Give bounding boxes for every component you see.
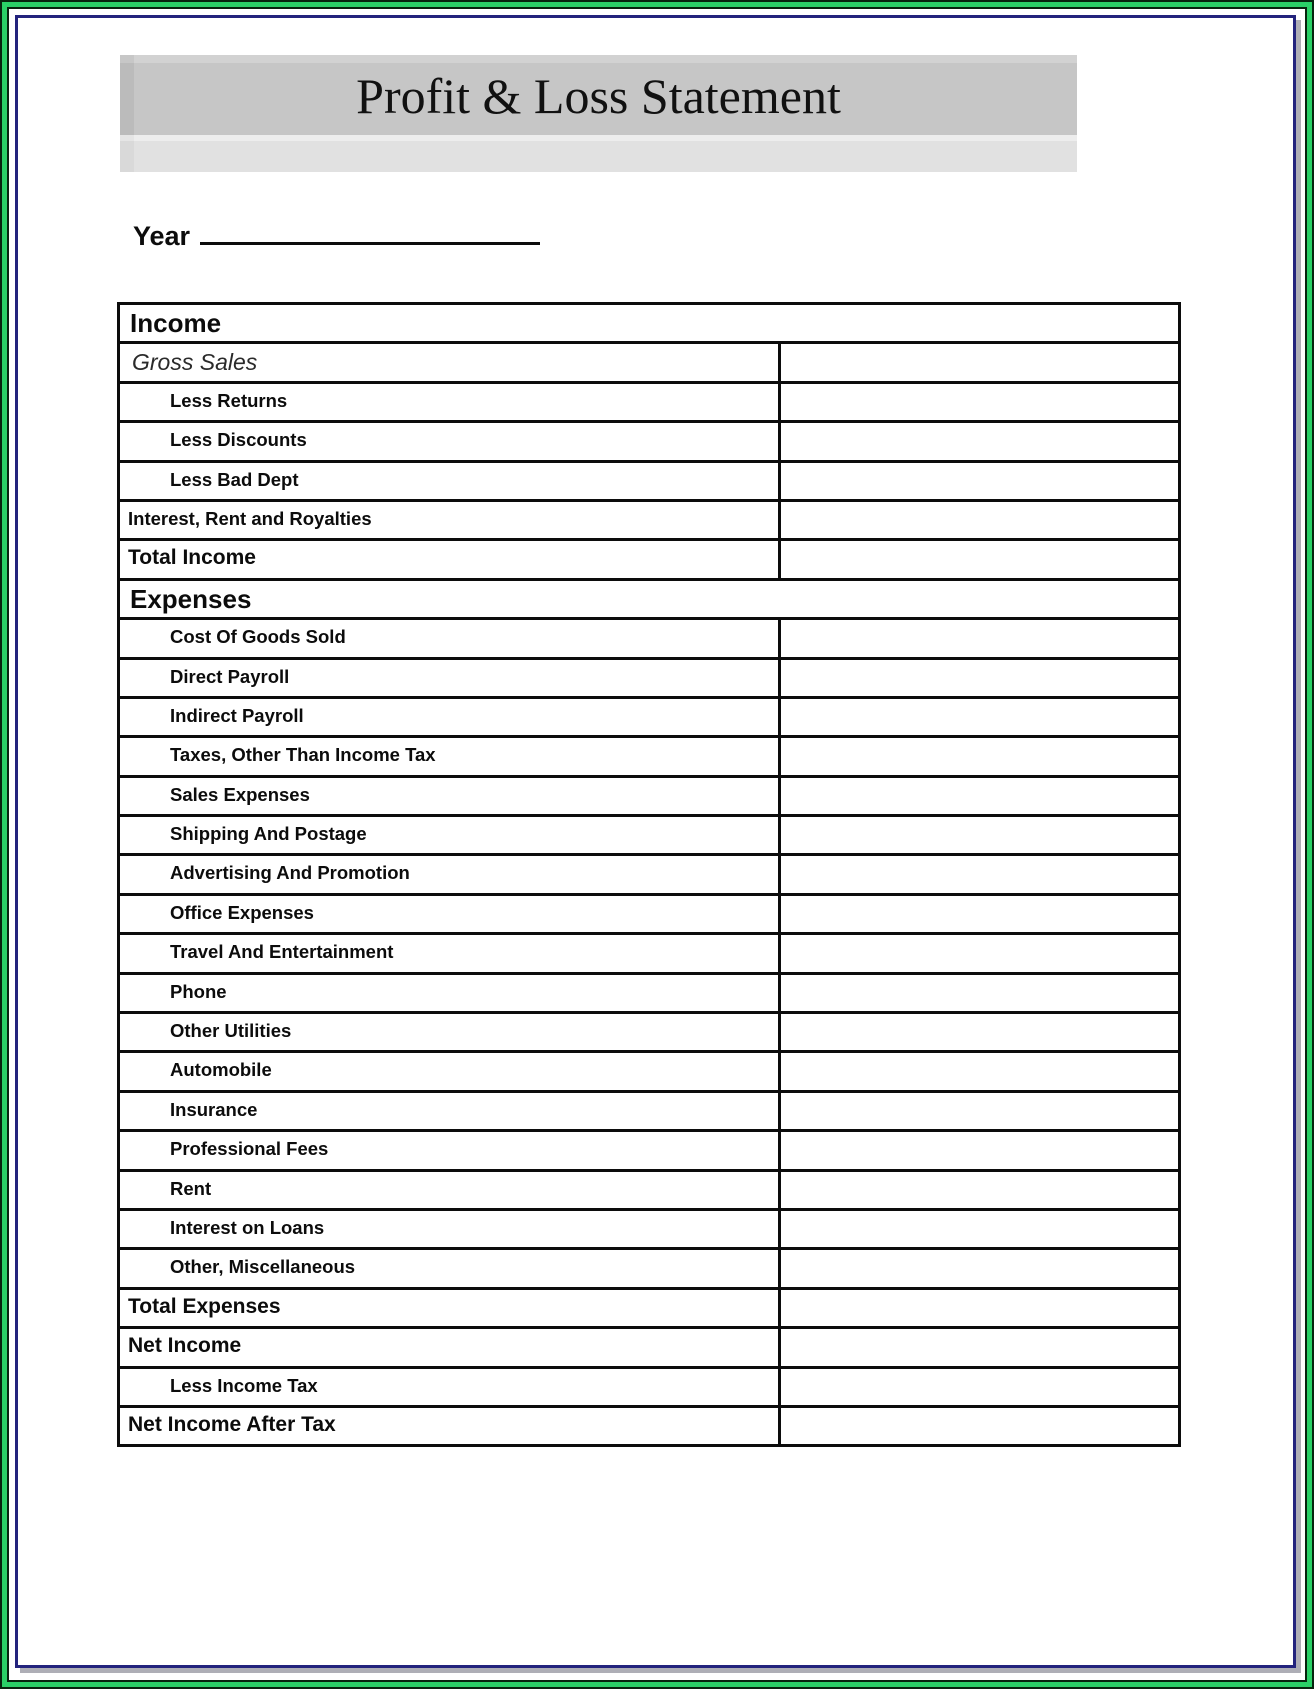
row-label: Advertising And Promotion bbox=[170, 862, 410, 884]
table-row-less-discounts bbox=[120, 423, 1178, 462]
row-label: Total Income bbox=[128, 546, 256, 570]
value-cell[interactable] bbox=[778, 975, 1178, 1011]
row-label: Total Expenses bbox=[128, 1294, 281, 1318]
row-label: Less Returns bbox=[170, 389, 288, 411]
value-cell[interactable] bbox=[778, 1329, 1178, 1365]
row-label-cell bbox=[120, 1053, 778, 1089]
row-label-cell bbox=[120, 738, 778, 774]
table-row-professional-fees bbox=[120, 1132, 1178, 1171]
row-label: Direct Payroll bbox=[170, 665, 290, 687]
row-label-cell bbox=[120, 1329, 778, 1365]
value-cell[interactable] bbox=[778, 344, 1178, 380]
row-label-cell bbox=[120, 344, 778, 380]
row-label-cell bbox=[120, 1369, 778, 1405]
value-cell[interactable] bbox=[778, 620, 1178, 656]
table-row-direct-payroll bbox=[120, 660, 1178, 699]
title-banner-main bbox=[120, 55, 1077, 135]
row-label-cell bbox=[120, 1211, 778, 1247]
value-cell[interactable] bbox=[778, 1211, 1178, 1247]
year-field bbox=[133, 214, 540, 252]
page-title: Profit & Loss Statement bbox=[356, 68, 841, 124]
row-label-cell bbox=[120, 699, 778, 735]
table-row-travel-and-entertainment bbox=[120, 935, 1178, 974]
table-row-sales-expenses bbox=[120, 778, 1178, 817]
value-cell[interactable] bbox=[778, 1093, 1178, 1129]
row-label-cell bbox=[120, 660, 778, 696]
table-row-income bbox=[120, 305, 1178, 344]
row-label-cell bbox=[120, 778, 778, 814]
row-label: Insurance bbox=[170, 1098, 258, 1120]
row-label: Shipping And Postage bbox=[170, 823, 367, 845]
value-cell[interactable] bbox=[778, 817, 1178, 853]
row-label-cell bbox=[120, 581, 1178, 617]
value-cell[interactable] bbox=[778, 1369, 1178, 1405]
row-label: Office Expenses bbox=[170, 901, 314, 923]
table-row-total-expenses bbox=[120, 1290, 1178, 1329]
table-row-interest-rent-and-royalties bbox=[120, 502, 1178, 541]
row-label-cell bbox=[120, 1132, 778, 1168]
row-label-cell bbox=[120, 384, 778, 420]
row-label-cell bbox=[120, 856, 778, 892]
table-row-indirect-payroll bbox=[120, 699, 1178, 738]
row-label: Sales Expenses bbox=[170, 783, 310, 805]
row-label: Other, Miscellaneous bbox=[170, 1256, 356, 1278]
statement-table bbox=[117, 302, 1181, 1447]
row-label-cell bbox=[120, 463, 778, 499]
row-label: Less Income Tax bbox=[170, 1374, 318, 1396]
row-label-cell bbox=[120, 1408, 778, 1444]
row-label-cell bbox=[120, 502, 778, 538]
row-label: Indirect Payroll bbox=[170, 704, 304, 726]
row-label: Travel And Entertainment bbox=[170, 941, 394, 963]
row-label-cell bbox=[120, 620, 778, 656]
row-label-cell bbox=[120, 1093, 778, 1129]
table-row-less-returns bbox=[120, 384, 1178, 423]
table-row-taxes-other-than-income-tax bbox=[120, 738, 1178, 777]
table-row-automobile bbox=[120, 1053, 1178, 1092]
row-label: Interest, Rent and Royalties bbox=[128, 507, 372, 529]
value-cell[interactable] bbox=[778, 935, 1178, 971]
value-cell[interactable] bbox=[778, 1172, 1178, 1208]
table-row-cost-of-goods-sold bbox=[120, 620, 1178, 659]
table-row-other-utilities bbox=[120, 1014, 1178, 1053]
value-cell[interactable] bbox=[778, 738, 1178, 774]
table-row-other-miscellaneous bbox=[120, 1250, 1178, 1289]
value-cell[interactable] bbox=[778, 1290, 1178, 1326]
row-label: Phone bbox=[170, 980, 227, 1002]
row-label-cell bbox=[120, 1290, 778, 1326]
row-label: Less Bad Dept bbox=[170, 468, 299, 490]
row-label-cell bbox=[120, 896, 778, 932]
value-cell[interactable] bbox=[778, 1250, 1178, 1286]
value-cell[interactable] bbox=[778, 1408, 1178, 1444]
row-label-cell bbox=[120, 423, 778, 459]
row-label-cell bbox=[120, 1014, 778, 1050]
row-label: Net Income After Tax bbox=[128, 1412, 336, 1436]
table-row-less-bad-dept bbox=[120, 463, 1178, 502]
table-row-less-income-tax bbox=[120, 1369, 1178, 1408]
value-cell[interactable] bbox=[778, 463, 1178, 499]
year-label: Year bbox=[133, 221, 191, 251]
table-row-advertising-and-promotion bbox=[120, 856, 1178, 895]
value-cell[interactable] bbox=[778, 384, 1178, 420]
row-label: Income bbox=[130, 308, 222, 338]
table-row-expenses bbox=[120, 581, 1178, 620]
table-row-total-income bbox=[120, 541, 1178, 580]
row-label-cell bbox=[120, 935, 778, 971]
table-row-insurance bbox=[120, 1093, 1178, 1132]
table-row-rent bbox=[120, 1172, 1178, 1211]
table-row-net-income-after-tax bbox=[120, 1408, 1178, 1447]
value-cell[interactable] bbox=[778, 856, 1178, 892]
year-blank-input[interactable] bbox=[200, 214, 540, 245]
value-cell[interactable] bbox=[778, 1132, 1178, 1168]
row-label: Gross Sales bbox=[132, 349, 258, 376]
table-row-phone bbox=[120, 975, 1178, 1014]
row-label-cell bbox=[120, 305, 1178, 341]
value-cell[interactable] bbox=[778, 502, 1178, 538]
row-label: Less Discounts bbox=[170, 429, 307, 451]
row-label: Net Income bbox=[128, 1334, 242, 1358]
value-cell[interactable] bbox=[778, 423, 1178, 459]
row-label-cell bbox=[120, 1172, 778, 1208]
table-row-gross-sales bbox=[120, 344, 1178, 383]
row-label: Other Utilities bbox=[170, 1020, 292, 1042]
value-cell[interactable] bbox=[778, 896, 1178, 932]
row-label: Interest on Loans bbox=[170, 1216, 325, 1238]
row-label-cell bbox=[120, 817, 778, 853]
value-cell[interactable] bbox=[778, 699, 1178, 735]
row-label: Rent bbox=[170, 1177, 212, 1199]
row-label: Automobile bbox=[170, 1059, 272, 1081]
title-banner-underbar bbox=[120, 135, 1077, 172]
value-cell[interactable] bbox=[778, 660, 1178, 696]
value-cell[interactable] bbox=[778, 541, 1178, 577]
row-label: Cost Of Goods Sold bbox=[170, 626, 346, 648]
table-row-shipping-and-postage bbox=[120, 817, 1178, 856]
value-cell[interactable] bbox=[778, 1014, 1178, 1050]
row-label-cell bbox=[120, 975, 778, 1011]
row-label: Professional Fees bbox=[170, 1138, 329, 1160]
row-label-cell bbox=[120, 1250, 778, 1286]
value-cell[interactable] bbox=[778, 1053, 1178, 1089]
row-label: Expenses bbox=[130, 583, 252, 614]
table-row-interest-on-loans bbox=[120, 1211, 1178, 1250]
table-row-office-expenses bbox=[120, 896, 1178, 935]
row-label-cell bbox=[120, 541, 778, 577]
row-label: Taxes, Other Than Income Tax bbox=[170, 744, 436, 766]
title-banner bbox=[120, 55, 1077, 172]
value-cell[interactable] bbox=[778, 778, 1178, 814]
table-row-net-income bbox=[120, 1329, 1178, 1368]
